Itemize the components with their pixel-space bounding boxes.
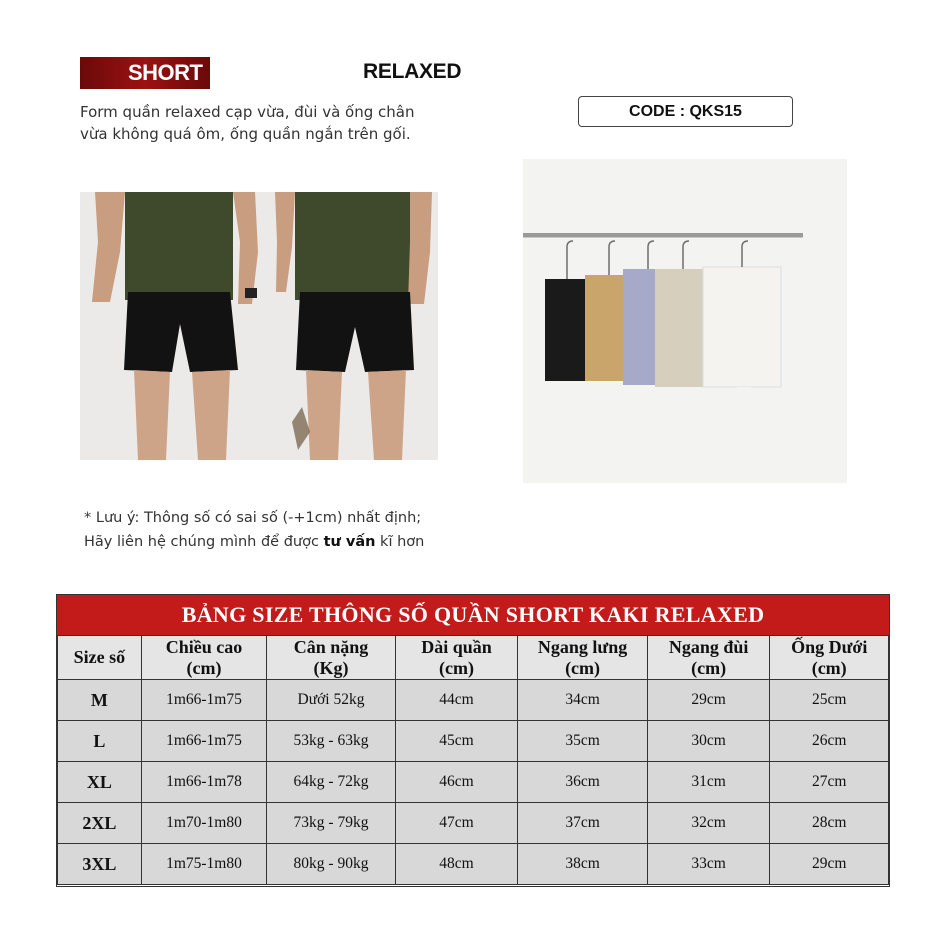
table-header: Cân nặng (Kg) (267, 636, 395, 680)
table-row (58, 680, 889, 721)
height-cell: 1m66-1m75 (141, 680, 267, 721)
note-text: Hãy liên hệ chúng mình để được (84, 534, 324, 550)
table-header: Size số (58, 636, 142, 680)
size-table (56, 594, 890, 887)
note-line (84, 530, 424, 554)
weight-cell: 73kg - 79kg (267, 803, 395, 844)
waist-cell: 38cm (518, 844, 648, 885)
size-table-grid (57, 635, 889, 885)
product-code: CODE : QKS15 (578, 96, 793, 127)
product-description (80, 101, 414, 145)
note-line: * Lưu ý: Thông số có sai số (-+1cm) nhất định; (84, 510, 422, 526)
thigh-cell: 31cm (647, 762, 770, 803)
size-table-title: BẢNG SIZE THÔNG SỐ QUẦN SHORT KAKI RELAXED (57, 595, 889, 635)
size-cell: M (58, 680, 142, 721)
weight-cell: 64kg - 72kg (267, 762, 395, 803)
table-header-row (58, 636, 889, 680)
product-type-label: SHORT (128, 60, 203, 85)
size-cell: 3XL (58, 844, 142, 885)
table-row (58, 762, 889, 803)
weight-cell: 80kg - 90kg (267, 844, 395, 885)
size-cell: XL (58, 762, 142, 803)
weight-cell: 53kg - 63kg (267, 721, 395, 762)
waist-cell: 37cm (518, 803, 648, 844)
weight-cell: Dưới 52kg (267, 680, 395, 721)
hanging-shorts-illustration (523, 159, 847, 483)
size-cell: 2XL (58, 803, 142, 844)
height-cell: 1m66-1m75 (141, 721, 267, 762)
table-header: Chiều cao (cm) (141, 636, 267, 680)
size-cell: L (58, 721, 142, 762)
thigh-cell: 32cm (647, 803, 770, 844)
table-header: Ngang đùi (cm) (647, 636, 770, 680)
model-photo (80, 192, 438, 460)
leg-opening-cell: 25cm (770, 680, 889, 721)
height-cell: 1m75-1m80 (141, 844, 267, 885)
waist-cell: 34cm (518, 680, 648, 721)
length-cell: 46cm (395, 762, 518, 803)
table-row (58, 721, 889, 762)
leg-opening-cell: 27cm (770, 762, 889, 803)
note-text: kĩ hơn (375, 534, 425, 550)
fit-label: RELAXED (363, 60, 462, 83)
thigh-cell: 33cm (647, 844, 770, 885)
leg-opening-cell: 28cm (770, 803, 889, 844)
table-row (58, 803, 889, 844)
product-type-badge (80, 57, 210, 89)
note-bold-text: tư vấn (323, 534, 376, 550)
hanging-shorts-photo (523, 159, 847, 483)
waist-cell: 35cm (518, 721, 648, 762)
length-cell: 44cm (395, 680, 518, 721)
table-header: Dài quần (cm) (395, 636, 518, 680)
length-cell: 47cm (395, 803, 518, 844)
size-note (84, 506, 424, 554)
table-header: Ngang lưng (cm) (518, 636, 648, 680)
length-cell: 48cm (395, 844, 518, 885)
leg-opening-cell: 26cm (770, 721, 889, 762)
thigh-cell: 30cm (647, 721, 770, 762)
thigh-cell: 29cm (647, 680, 770, 721)
table-row (58, 844, 889, 885)
height-cell: 1m66-1m78 (141, 762, 267, 803)
leg-opening-cell: 29cm (770, 844, 889, 885)
waist-cell: 36cm (518, 762, 648, 803)
description-line: Form quần relaxed cạp vừa, đùi và ống chân (80, 103, 415, 121)
height-cell: 1m70-1m80 (141, 803, 267, 844)
model-photo-illustration (80, 192, 438, 460)
description-line: vừa không quá ôm, ống quần ngắn trên gối. (80, 125, 411, 143)
table-header: Ống Dưới (cm) (770, 636, 889, 680)
length-cell: 45cm (395, 721, 518, 762)
